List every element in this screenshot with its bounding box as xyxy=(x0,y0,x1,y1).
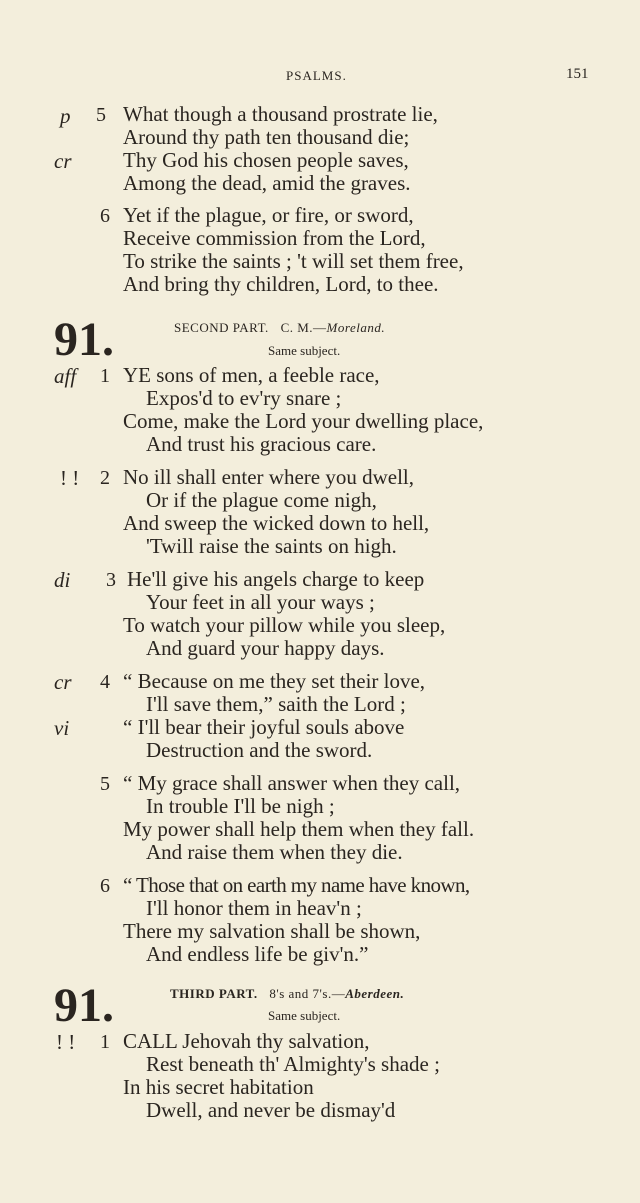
verse-line: YE sons of men, a feeble race, xyxy=(123,363,380,387)
verse-number: 5 xyxy=(96,104,106,126)
verse-line: Yet if the plague, or fire, or sword, xyxy=(123,203,414,227)
verse-number: 2 xyxy=(100,467,110,489)
verse-line: Receive commission from the Lord, xyxy=(123,226,426,250)
verse-line: I'll honor them in heav'n ; xyxy=(146,896,362,920)
verse-line: Expos'd to ev'ry snare ; xyxy=(146,386,342,410)
verse-number: 6 xyxy=(100,205,110,227)
hymn-heading: THIRD PART. 8's and 7's.—Aberdeen. xyxy=(170,986,405,1001)
stanza-mark: ! ! xyxy=(56,1030,76,1054)
verse-number: 5 xyxy=(100,773,110,795)
verse-line: No ill shall enter where you dwell, xyxy=(123,465,415,489)
verse-line: And endless life be giv'n.” xyxy=(146,942,369,966)
verse-line: I'll save them,” saith the Lord ; xyxy=(146,692,406,716)
verse-line: 'Twill raise the saints on high. xyxy=(146,534,397,558)
verse-line: To watch your pillow while you sleep, xyxy=(123,613,446,637)
page-number: 151 xyxy=(566,66,589,82)
hymn-number: 91. xyxy=(54,313,114,366)
verse-line: Thy God his chosen people saves, xyxy=(123,148,409,172)
hymn-heading: SECOND PART. C. M.—Moreland. xyxy=(174,320,386,335)
verse-line: He'll give his angels charge to keep xyxy=(127,567,425,591)
verse-line: Your feet in all your ways ; xyxy=(146,590,375,614)
tune-name: Aberdeen. xyxy=(345,986,405,1001)
stanza-mark: di xyxy=(54,568,71,592)
verse-line: CALL Jehovah thy salvation, xyxy=(123,1029,370,1053)
verse-line: What though a thousand prostrate lie, xyxy=(123,102,438,126)
stanza-mark: cr xyxy=(54,149,72,173)
part-label: THIRD PART. xyxy=(170,986,258,1001)
verse-line: “ My grace shall answer when they call, xyxy=(123,771,461,795)
stanza-mark: p xyxy=(60,104,71,128)
verse-number: 6 xyxy=(100,875,110,897)
verse-number: 3 xyxy=(106,569,116,591)
verse-line: To strike the saints ; 't will set them free, xyxy=(123,249,464,273)
verse-line: Dwell, and never be dismay'd xyxy=(146,1098,396,1122)
stanza-mark: aff xyxy=(54,364,77,388)
verse-line: “ I'll bear their joyful souls above xyxy=(123,715,405,739)
verse-number: 1 xyxy=(100,365,110,387)
verse-line: Destruction and the sword. xyxy=(146,738,373,762)
stanza-mark: cr xyxy=(54,670,72,694)
part-label: SECOND PART. xyxy=(174,320,269,335)
verse-line: And sweep the wicked down to hell, xyxy=(123,511,430,535)
verse-line: My power shall help them when they fall. xyxy=(123,817,475,841)
verse-line: And trust his gracious care. xyxy=(146,432,377,456)
meter-label: C. M. xyxy=(280,320,314,335)
running-head: PSALMS. xyxy=(286,68,347,83)
verse-line: Among the dead, amid the graves. xyxy=(123,171,411,195)
verse-line: And bring thy children, Lord, to thee. xyxy=(123,272,439,296)
verse-line: Around thy path ten thousand die; xyxy=(123,125,410,149)
verse-line: Or if the plague come nigh, xyxy=(146,488,377,512)
verse-line: Rest beneath th' Almighty's shade ; xyxy=(146,1052,440,1076)
hymn-number: 91. xyxy=(54,979,114,1032)
stanza-mark: vi xyxy=(54,716,70,740)
verse-line: And guard your happy days. xyxy=(146,636,385,660)
verse-line: “ Those that on earth my name have known, xyxy=(123,873,470,897)
meter-label: 8's and 7's. xyxy=(269,986,332,1001)
verse-line: In trouble I'll be nigh ; xyxy=(146,794,335,818)
verse-line: There my salvation shall be shown, xyxy=(123,919,421,943)
verse-line: Come, make the Lord your dwelling place, xyxy=(123,409,484,433)
verse-line: And raise them when they die. xyxy=(146,840,403,864)
verse-number: 4 xyxy=(100,671,110,693)
hymn-subject: Same subject. xyxy=(268,343,341,358)
stanza-mark: ! ! xyxy=(60,466,80,490)
verse-line: In his secret habitation xyxy=(123,1075,314,1099)
verse-number: 1 xyxy=(100,1031,110,1053)
hymn-subject: Same subject. xyxy=(268,1008,341,1023)
verse-line: “ Because on me they set their love, xyxy=(123,669,426,693)
tune-name: Moreland. xyxy=(326,320,386,335)
